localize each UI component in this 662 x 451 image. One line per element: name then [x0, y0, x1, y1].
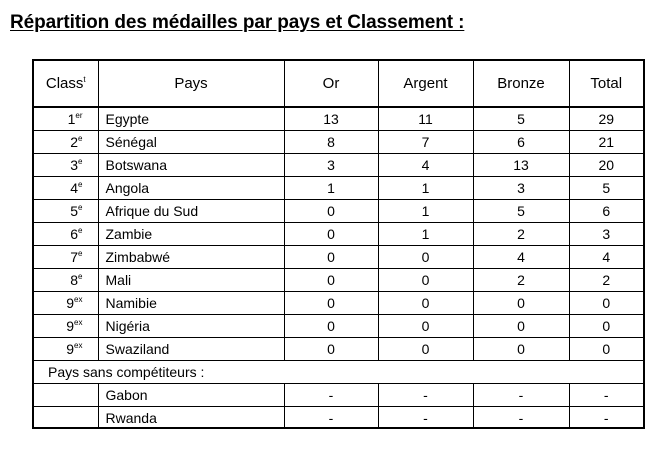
table-row: [34, 384, 643, 407]
bronze-cell: 13: [473, 154, 569, 177]
country-cell: Zambie: [98, 223, 284, 246]
medal-table-body: [34, 107, 643, 429]
silver-cell: 0: [378, 292, 473, 315]
rank-cell: $9^{ex}$: [34, 338, 98, 361]
table-row: [34, 223, 643, 246]
bronze-cell: 2: [473, 223, 569, 246]
total-cell: 21: [569, 131, 643, 154]
table-row: [34, 269, 643, 292]
bronze-cell: 0: [473, 292, 569, 315]
gold-cell: 0: [284, 338, 378, 361]
rank-cell: 6e: [34, 223, 98, 246]
bronze-cell: 3: [473, 177, 569, 200]
rank-cell: 7e: [34, 246, 98, 269]
bronze-cell: -: [473, 384, 569, 407]
rank-cell: $9^{ex}$: [34, 292, 98, 315]
table-row: [34, 154, 643, 177]
country-cell: Botswana: [98, 154, 284, 177]
gold-cell: 0: [284, 315, 378, 338]
table-header-row: [34, 61, 643, 107]
total-cell: 2: [569, 269, 643, 292]
total-cell: 6: [569, 200, 643, 223]
bronze-column-header: Bronze: [473, 61, 569, 107]
total-cell: 0: [569, 292, 643, 315]
country-column-header: Pays: [98, 61, 284, 107]
silver-cell: 4: [378, 154, 473, 177]
silver-column-header: Argent: [378, 61, 473, 107]
bronze-cell: 2: [473, 269, 569, 292]
table-row: [34, 107, 643, 131]
gold-cell: 1: [284, 177, 378, 200]
gold-column-header: Or: [284, 61, 378, 107]
total-cell: 4: [569, 246, 643, 269]
country-cell: Nigéria: [98, 315, 284, 338]
country-cell: Zimbabwé: [98, 246, 284, 269]
gold-cell: 3: [284, 154, 378, 177]
silver-cell: 0: [378, 269, 473, 292]
page-title: Répartition des médailles par pays et Classement :: [10, 12, 465, 33]
table-row: [34, 338, 643, 361]
rank-cell: $9^{ex}$: [34, 315, 98, 338]
table-row: [34, 292, 643, 315]
silver-cell: 7: [378, 131, 473, 154]
rank-cell: [34, 407, 98, 430]
table-row: [34, 315, 643, 338]
gold-cell: -: [284, 407, 378, 430]
country-cell: Gabon: [98, 384, 284, 407]
bronze-cell: 0: [473, 315, 569, 338]
silver-cell: 0: [378, 315, 473, 338]
section-row: [34, 361, 643, 384]
silver-cell: 11: [378, 107, 473, 131]
bronze-cell: 6: [473, 131, 569, 154]
bronze-cell: 5: [473, 200, 569, 223]
rank-cell: 4e: [34, 177, 98, 200]
bronze-cell: -: [473, 407, 569, 430]
gold-cell: 0: [284, 246, 378, 269]
table-row: [34, 200, 643, 223]
country-cell: Sénégal: [98, 131, 284, 154]
gold-cell: 13: [284, 107, 378, 131]
gold-cell: 8: [284, 131, 378, 154]
total-column-header: Total: [569, 61, 643, 107]
table-row: [34, 407, 643, 430]
country-cell: Egypte: [98, 107, 284, 131]
total-cell: 0: [569, 338, 643, 361]
bronze-cell: 5: [473, 107, 569, 131]
rank-cell: 3e: [34, 154, 98, 177]
total-cell: 5: [569, 177, 643, 200]
silver-cell: 1: [378, 200, 473, 223]
bronze-cell: 4: [473, 246, 569, 269]
medal-table-frame: [32, 59, 645, 429]
rank-cell: [34, 384, 98, 407]
country-cell: Swaziland: [98, 338, 284, 361]
rank-cell: 8e: [34, 269, 98, 292]
bronze-cell: 0: [473, 338, 569, 361]
total-cell: -: [569, 384, 643, 407]
rank-cell: 5e: [34, 200, 98, 223]
total-cell: 0: [569, 315, 643, 338]
gold-cell: -: [284, 384, 378, 407]
table-row: [34, 246, 643, 269]
rank-column-header: Class$^t$: [34, 61, 98, 107]
total-cell: 29: [569, 107, 643, 131]
silver-cell: -: [378, 407, 473, 430]
gold-cell: 0: [284, 200, 378, 223]
country-cell: Angola: [98, 177, 284, 200]
silver-cell: 1: [378, 177, 473, 200]
country-cell: Afrique du Sud: [98, 200, 284, 223]
gold-cell: 0: [284, 269, 378, 292]
total-cell: 3: [569, 223, 643, 246]
no-competitor-section-label: Pays sans compétiteurs :: [34, 361, 643, 384]
table-row: [34, 177, 643, 200]
rank-cell: 2e: [34, 131, 98, 154]
silver-cell: 1: [378, 223, 473, 246]
country-cell: Mali: [98, 269, 284, 292]
gold-cell: 0: [284, 292, 378, 315]
rank-cell: 1er: [34, 107, 98, 131]
country-cell: Namibie: [98, 292, 284, 315]
total-cell: -: [569, 407, 643, 430]
country-cell: Rwanda: [98, 407, 284, 430]
total-cell: 20: [569, 154, 643, 177]
gold-cell: 0: [284, 223, 378, 246]
silver-cell: 0: [378, 338, 473, 361]
silver-cell: 0: [378, 246, 473, 269]
table-row: [34, 131, 643, 154]
silver-cell: -: [378, 384, 473, 407]
medal-table: [34, 61, 643, 429]
